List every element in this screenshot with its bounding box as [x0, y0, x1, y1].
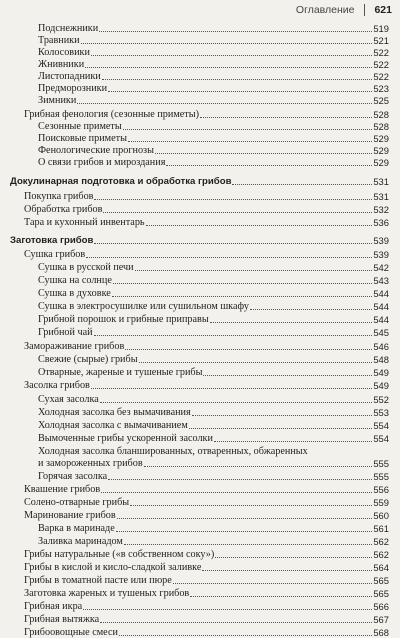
- dot-leader: [85, 67, 372, 68]
- dot-leader: [83, 609, 372, 610]
- toc-entry: [38, 419, 389, 431]
- toc-entry: [24, 509, 389, 521]
- dot-leader: [130, 505, 372, 506]
- toc-entry-page: 529: [373, 145, 389, 156]
- toc-entry-page: 561: [373, 523, 389, 534]
- toc-entry-title: Вымоченные грибы ускоренной засолки: [38, 433, 213, 444]
- toc-entry-page: 539: [373, 249, 389, 260]
- dot-leader: [189, 428, 373, 429]
- toc-entry: [24, 340, 389, 352]
- toc-entry-page: 553: [373, 407, 389, 418]
- toc-entry-page: 544: [373, 301, 389, 312]
- toc-entry-title: Обработка грибов: [24, 204, 103, 215]
- toc-entry: [38, 58, 389, 70]
- toc-entry: [24, 248, 389, 260]
- dot-leader: [123, 129, 373, 130]
- toc-entry-title: Заготовка грибов: [10, 235, 94, 246]
- toc-entry-title: Зимники: [38, 95, 77, 106]
- toc-entry: [38, 22, 389, 34]
- dot-leader: [215, 557, 372, 558]
- toc-entry-title: Фенологические прогнозы: [38, 145, 154, 156]
- toc-entry: [38, 94, 389, 106]
- toc-entry-title: Подснежники: [38, 23, 99, 34]
- toc-entry-title: Грибы натуральные («в собственном соку»): [24, 549, 215, 560]
- dot-leader: [250, 309, 372, 310]
- toc-entry-page: 529: [373, 157, 389, 168]
- toc-entry: [24, 574, 389, 586]
- dot-leader: [214, 441, 372, 442]
- toc-entry-page: 560: [373, 510, 389, 521]
- toc-entry-title: Колосовики: [38, 47, 90, 58]
- toc-entry-page: 546: [373, 341, 389, 352]
- dot-leader: [200, 117, 372, 118]
- toc-entry: [38, 300, 389, 312]
- header-page-number: 621: [374, 4, 392, 16]
- toc-entry-title: Маринование грибов: [24, 510, 116, 521]
- toc-entry-title: Отварные, жареные и тушеные грибы: [38, 367, 203, 378]
- toc-entry: [38, 313, 389, 325]
- dot-leader: [86, 257, 372, 258]
- toc-entry: [38, 406, 389, 418]
- dot-leader: [166, 165, 372, 166]
- toc-entry-page: 548: [373, 354, 389, 365]
- toc-entry-title: Сушка в русской печи: [38, 262, 134, 273]
- toc-entry-page: 539: [373, 235, 389, 246]
- toc-entry: [38, 445, 389, 457]
- toc-entry-title: Холодная засолка бланшированных, отваренных, обжаренных: [38, 446, 308, 457]
- dot-leader: [116, 531, 373, 532]
- toc-entry-page: 554: [373, 420, 389, 431]
- toc-entry: [38, 34, 389, 46]
- dot-leader: [190, 596, 372, 597]
- dot-leader: [108, 91, 372, 92]
- toc-entry-title: Заливка маринадом: [38, 536, 123, 547]
- toc-entry-page: 519: [373, 23, 389, 34]
- toc-entry-title: Предморозники: [38, 83, 108, 94]
- toc-entry-page: 531: [373, 176, 389, 187]
- dot-leader: [173, 583, 373, 584]
- dot-leader: [94, 243, 372, 244]
- dot-leader: [125, 349, 372, 350]
- toc-entry-title: Грибоовощные смеси: [24, 627, 118, 638]
- toc-entry-page: 523: [373, 83, 389, 94]
- toc-entry: [38, 522, 389, 534]
- dot-leader: [101, 492, 372, 493]
- dot-leader: [113, 283, 372, 284]
- toc-entry-page: 529: [373, 133, 389, 144]
- toc-entry-title: Сушка в духовке: [38, 288, 111, 299]
- dot-leader: [139, 362, 373, 363]
- toc-entry-title: Травники: [38, 35, 80, 46]
- toc-entry: [24, 190, 389, 202]
- toc-entry-title: Свежие (сырые) грибы: [38, 354, 138, 365]
- toc-entry-page: 544: [373, 314, 389, 325]
- toc-entry: [24, 379, 389, 391]
- toc-entry-title: Покупка грибов: [24, 191, 94, 202]
- toc-entry-title: Грибной порошок и грибные приправы: [38, 314, 209, 325]
- header-divider: [364, 4, 365, 16]
- toc-entry-page: 522: [373, 71, 389, 82]
- toc-entry-page: 528: [373, 109, 389, 120]
- toc-entry: [38, 470, 389, 482]
- toc-entry-title: Сушка грибов: [24, 249, 86, 260]
- toc-entry-title: Грибы в томатной пасте или пюре: [24, 575, 172, 586]
- toc-entry: [38, 120, 389, 132]
- toc-entry: [38, 70, 389, 82]
- toc-entry-title: Грибная фенология (сезонные приметы): [24, 109, 199, 120]
- toc-entry: [24, 496, 389, 508]
- toc-entry-page: 528: [373, 121, 389, 132]
- dot-leader: [210, 322, 373, 323]
- toc-entry-title: и замороженных грибов: [38, 458, 143, 469]
- dot-leader: [119, 635, 372, 636]
- toc-entry: [38, 46, 389, 58]
- dot-leader: [99, 31, 372, 32]
- toc-entry-page: 566: [373, 601, 389, 612]
- toc-entry-page: 522: [373, 47, 389, 58]
- toc-entry-page: 562: [373, 549, 389, 560]
- toc-entry-title: Замораживание грибов: [24, 341, 125, 352]
- toc-entry-page: 521: [373, 35, 389, 46]
- toc-entry-page: 549: [373, 367, 389, 378]
- toc-entry-page: 542: [373, 262, 389, 273]
- toc-entry-title: Холодная засолка с вымачиванием: [38, 420, 188, 431]
- toc-entry: [38, 132, 389, 144]
- dot-leader: [108, 479, 372, 480]
- toc-entry-title: Холодная засолка без вымачивания: [38, 407, 191, 418]
- toc-entry-title: Сушка на солнце: [38, 275, 112, 286]
- toc-entry: [24, 108, 389, 120]
- toc-entry: [24, 613, 389, 625]
- dot-leader: [77, 103, 372, 104]
- toc-entry-page: 536: [373, 217, 389, 228]
- toc-entry: [24, 203, 389, 215]
- dot-leader: [91, 388, 372, 389]
- toc-entry-page: 554: [373, 433, 389, 444]
- toc-entry-title: Квашение грибов: [24, 484, 101, 495]
- toc-entry-page: 555: [373, 471, 389, 482]
- toc-entry-page: 532: [373, 204, 389, 215]
- toc-entry: [38, 274, 389, 286]
- toc-entry-page: 543: [373, 275, 389, 286]
- dot-leader: [155, 153, 372, 154]
- toc-entry: [24, 587, 389, 599]
- running-header: [296, 4, 392, 16]
- toc-entry: [38, 287, 389, 299]
- toc-entry: [38, 457, 389, 469]
- toc-entry: [38, 353, 389, 365]
- toc-entry-title: Грибной чай: [38, 327, 93, 338]
- dot-leader: [146, 225, 373, 226]
- toc-entry: [38, 432, 389, 444]
- toc-entry: [38, 261, 389, 273]
- toc-entry-page: 522: [373, 59, 389, 70]
- toc-entry: [38, 326, 389, 338]
- toc-entry-page: 568: [373, 627, 389, 638]
- toc-entry: [38, 393, 389, 405]
- toc-entry: [10, 234, 389, 246]
- toc-entry-title: Докулинарная подготовка и обработка грибов: [10, 176, 232, 187]
- dot-leader: [117, 518, 373, 519]
- toc-entry-title: Грибная икра: [24, 601, 83, 612]
- toc-entry-title: Засолка грибов: [24, 380, 90, 391]
- toc-entry-page: 544: [373, 288, 389, 299]
- toc-entry-title: Горячая засолка: [38, 471, 108, 482]
- toc-entry: [38, 82, 389, 94]
- toc-entry-page: 562: [373, 536, 389, 547]
- dot-leader: [94, 335, 373, 336]
- toc-entry-page: 525: [373, 95, 389, 106]
- dot-leader: [112, 296, 373, 297]
- dot-leader: [128, 141, 372, 142]
- dot-leader: [102, 79, 373, 80]
- toc-entry-title: Грибная вытяжка: [24, 614, 100, 625]
- dot-leader: [100, 622, 372, 623]
- dot-leader: [124, 544, 372, 545]
- dot-leader: [100, 402, 373, 403]
- toc-entry-title: Солено-отварные грибы: [24, 497, 130, 508]
- toc-entry-title: Заготовка жареных и тушеных грибов: [24, 588, 190, 599]
- dot-leader: [232, 184, 372, 185]
- toc-entry-page: 545: [373, 327, 389, 338]
- toc-entry-page: 565: [373, 588, 389, 599]
- dot-leader: [94, 199, 372, 200]
- toc-entry-title: Листопадники: [38, 71, 101, 82]
- header-section-title: Оглавление: [295, 4, 355, 16]
- toc-entry-title: Сушка в электросушилке или сушильном шкафу: [38, 301, 249, 312]
- dot-leader: [135, 270, 373, 271]
- toc-entry: [24, 626, 389, 638]
- toc-entry: [24, 548, 389, 560]
- dot-leader: [144, 466, 373, 467]
- toc-entry-title: Сухая засолка: [38, 394, 99, 405]
- toc-entry-title: Варка в маринаде: [38, 523, 115, 534]
- toc-entry-page: 531: [373, 191, 389, 202]
- toc-entry-page: 555: [373, 458, 389, 469]
- toc-entry: [38, 366, 389, 378]
- toc-entry: [24, 216, 389, 228]
- toc-entry-title: Поисковые приметы: [38, 133, 127, 144]
- toc-entry-page: 556: [373, 484, 389, 495]
- toc-entry: [24, 561, 389, 573]
- toc-entry: [38, 535, 389, 547]
- toc-entry-title: Сезонные приметы: [38, 121, 122, 132]
- toc-entry-page: 559: [373, 497, 389, 508]
- dot-leader: [202, 570, 372, 571]
- toc-entry: [10, 175, 389, 187]
- toc-entry-page: 564: [373, 562, 389, 573]
- dot-leader: [103, 212, 372, 213]
- dot-leader: [91, 55, 372, 56]
- toc-entry: [38, 156, 389, 168]
- toc-entry-title: Жнивники: [38, 59, 85, 70]
- toc-entry-title: Тара и кухонный инвентарь: [24, 217, 145, 228]
- dot-leader: [192, 415, 373, 416]
- toc-entry-page: 552: [373, 394, 389, 405]
- toc-entry-page: 549: [373, 380, 389, 391]
- toc-entry: [38, 144, 389, 156]
- toc-entry: [24, 483, 389, 495]
- toc-entry-title: Грибы в кислой и кисло-сладкой заливке: [24, 562, 202, 573]
- dot-leader: [203, 375, 372, 376]
- toc-entry-page: 565: [373, 575, 389, 586]
- toc-entry-page: 567: [373, 614, 389, 625]
- toc-entry: [24, 600, 389, 612]
- toc-entry-title: О связи грибов и мироздания: [38, 157, 166, 168]
- dot-leader: [81, 43, 373, 44]
